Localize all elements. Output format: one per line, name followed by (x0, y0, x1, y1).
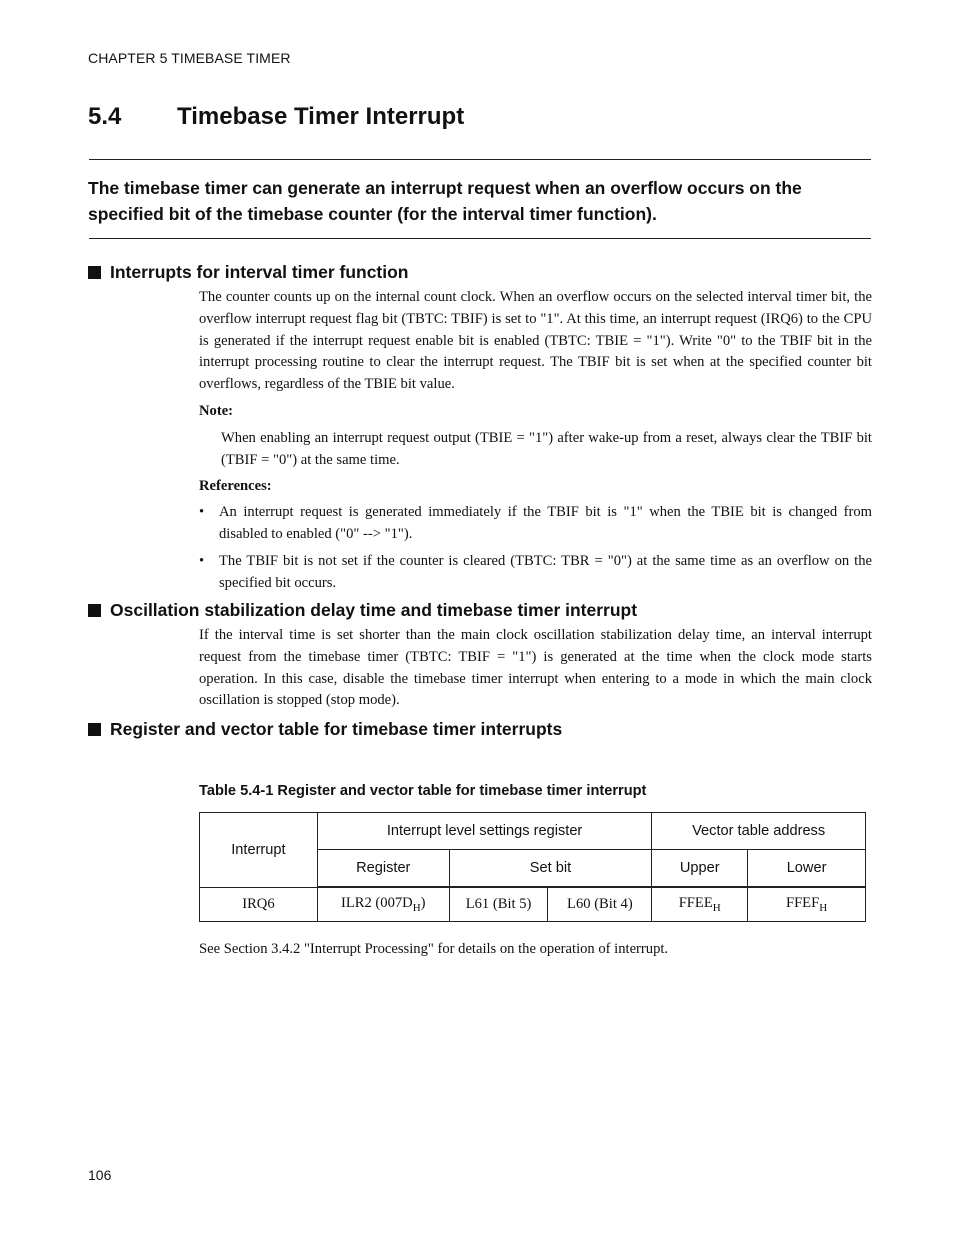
interval-body: The counter counts up on the internal count clock. When an overflow occurs on the selected interval timer bit, the overflow interrupt request flag bit (TBTC: TBIF) is set to "1". At this time, an interrupt request (IRQ6) to the CPU is generated if the interrupt request enable bit is enabled (TBTC: TBIE = "1"). Write "0" to the TBIF bit in the interrupt processing routine to clear the interrupt request. The TBIF bit is set when at the specified counter bit overflows, regardless of the TBIE bit value. (199, 289, 872, 393)
heading-register-table (88, 719, 562, 740)
table-row (200, 887, 866, 922)
heading-oscillation-text: Oscillation stabilization delay time and timebase timer interrupt (110, 600, 638, 620)
see-also-text: See Section 3.4.2 "Interrupt Processing" for details on the operation of interrupt. (199, 941, 669, 957)
section-title: Timebase Timer Interrupt (177, 103, 465, 130)
square-bullet-icon (88, 266, 101, 279)
oscillation-body: If the interval time is set shorter than the main clock oscillation stabilization delay time, an interval interrupt request from the timebase timer (TBTC: TBIF = "1") is generated at the time when the clock mode starts operation. In this case, disable the timebase timer interrupt when entering to a mode in which the main clock oscillation is stopped (stop mode). (199, 627, 872, 709)
cell-register (317, 887, 449, 922)
cell-upper-text: FFEE (678, 895, 713, 912)
note-text: When enabling an interrupt request output (TBIE = "1") after wake-up from a reset, always clear the TBIF bit (TBIF = "0") at the same time. (221, 430, 872, 468)
subheader-setbit: Set bit (449, 850, 652, 888)
cell-register-close: ) (420, 895, 426, 912)
heading-interval-timer-text: Interrupts for interval timer function (110, 262, 409, 282)
header-vector: Vector table address (652, 813, 866, 850)
bullet-icon: • (199, 553, 205, 569)
cell-setbit-2: L60 (Bit 4) (548, 887, 652, 922)
cell-interrupt: IRQ6 (200, 887, 318, 922)
summary-top-rule (89, 159, 871, 160)
subheader-lower: Lower (748, 850, 866, 888)
heading-oscillation (88, 600, 637, 621)
table-header-row (200, 813, 866, 850)
cell-lower (748, 887, 866, 922)
cell-lower-text: FFEF (785, 895, 820, 912)
subheader-upper: Upper (652, 850, 748, 888)
square-bullet-icon (88, 604, 101, 617)
cell-lower-sub: H (819, 901, 828, 914)
cell-upper (652, 887, 748, 922)
subheader-register: Register (317, 850, 449, 888)
cell-register-sub: H (412, 901, 421, 914)
running-header: CHAPTER 5 TIMEBASE TIMER (88, 50, 291, 66)
cell-upper-sub: H (712, 901, 721, 914)
page-number: 106 (88, 1167, 112, 1183)
header-interrupt: Interrupt (200, 813, 318, 888)
summary-bottom-rule (89, 238, 871, 239)
cell-setbit-1: L61 (Bit 5) (449, 887, 548, 922)
reference-item (199, 551, 872, 595)
reference-text: An interrupt request is generated immediately if the TBIF bit is "1" when the TBIE bit is changed from disabled to enabled ("0" --> "1"). (219, 504, 872, 542)
reference-text: The TBIF bit is not set if the counter is cleared (TBTC: TBR = "0") at the same time as an overflow on the specified bit occurs. (219, 553, 872, 591)
register-vector-table (199, 812, 866, 922)
square-bullet-icon (88, 723, 101, 736)
reference-item (199, 502, 872, 546)
section-number: 5.4 (88, 103, 122, 130)
heading-interval-timer (88, 262, 409, 283)
references-label: References: (199, 478, 272, 494)
note-label: Note: (199, 403, 234, 419)
bullet-icon: • (199, 504, 205, 520)
table-caption: Table 5.4-1 Register and vector table for timebase timer interrupt (199, 783, 647, 799)
section-summary: The timebase timer can generate an interrupt request when an overflow occurs on the specified bit of the timebase counter (for the interval timer function). (88, 178, 802, 224)
cell-register-text: ILR2 (007D (340, 895, 413, 912)
header-ilr: Interrupt level settings register (317, 813, 651, 850)
heading-register-table-text: Register and vector table for timebase timer interrupts (110, 719, 563, 739)
